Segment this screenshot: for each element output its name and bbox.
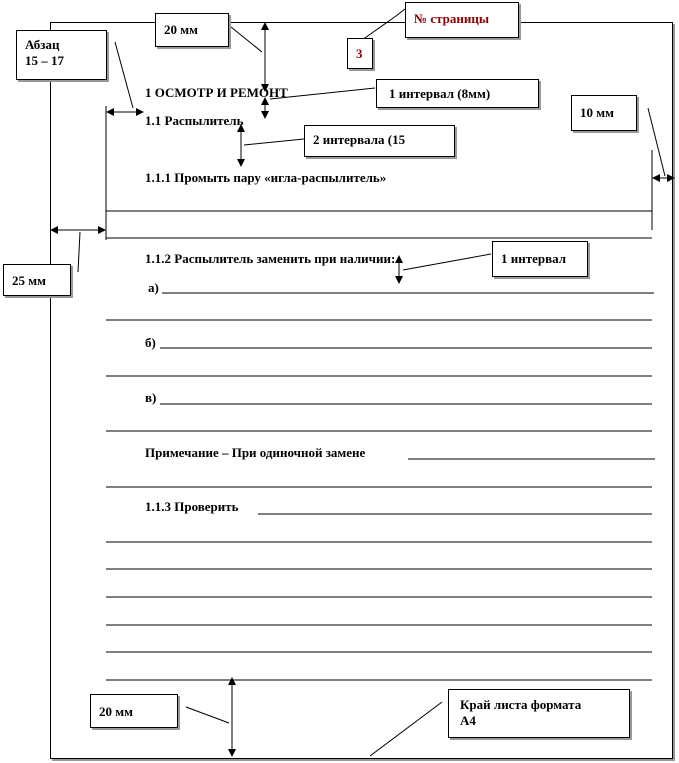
section-heading: 1 ОСМОТР И РЕМОНТ [145, 85, 288, 100]
item-1-1-3: 1.1.3 Проверить [145, 499, 239, 514]
option-a-label: а) [148, 280, 159, 295]
bottom-margin-callout [90, 694, 178, 728]
top-margin-leader [231, 27, 262, 52]
option-c-label: в) [145, 390, 157, 405]
sheet-edge-leader [370, 702, 442, 756]
top-margin-callout [155, 13, 229, 47]
left-margin-callout [3, 264, 71, 296]
right-margin-leader [648, 108, 665, 176]
item-1-1-1: 1.1.1 Промыть пару «игла-распылитель» [145, 170, 387, 185]
right-margin-value: 10 мм [580, 105, 614, 120]
subsection-heading: 1.1 Распылитель [145, 113, 244, 128]
one-interval-leader [403, 254, 491, 270]
option-b-label: б) [145, 335, 156, 350]
two-intervals-leader [244, 139, 304, 145]
bottom-margin-leader [186, 707, 229, 723]
left-margin-leader [78, 232, 80, 272]
indent-leader [115, 42, 133, 108]
note-label: Примечание – При одиночной замене [145, 445, 366, 460]
sheet-edge-line2: А4 [460, 713, 476, 728]
page-number-label-callout [405, 2, 519, 38]
top-margin-value: 20 мм [164, 22, 198, 37]
indent-callout [16, 30, 107, 80]
interval-8mm-value: 1 интервал (8мм) [389, 86, 491, 101]
item-1-1-2: 1.1.2 Распылитель заменить при наличии: [145, 251, 396, 266]
right-margin-callout [571, 95, 637, 131]
sheet-edge-callout [448, 689, 630, 738]
two-intervals-value: 2 интервала (15 [313, 132, 406, 147]
indent-callout-line1: Абзац [25, 37, 60, 52]
left-margin-value: 25 мм [12, 273, 46, 288]
interval-8mm-callout [376, 79, 539, 108]
interval-8mm-leader [270, 88, 375, 99]
two-intervals-callout [304, 125, 455, 157]
page-number-leader [396, 9, 405, 16]
page-number-leader [362, 16, 396, 40]
page-number-callout [347, 38, 373, 69]
bottom-margin-value: 20 мм [99, 704, 133, 719]
sheet-edge-line1: Край листа формата [460, 697, 582, 712]
one-interval-callout [492, 241, 588, 277]
page-number-label: № страницы [414, 11, 489, 26]
one-interval-value: 1 интервал [501, 251, 567, 266]
page-number-value: 3 [356, 46, 363, 61]
indent-callout-line2: 15 – 17 [25, 53, 64, 68]
